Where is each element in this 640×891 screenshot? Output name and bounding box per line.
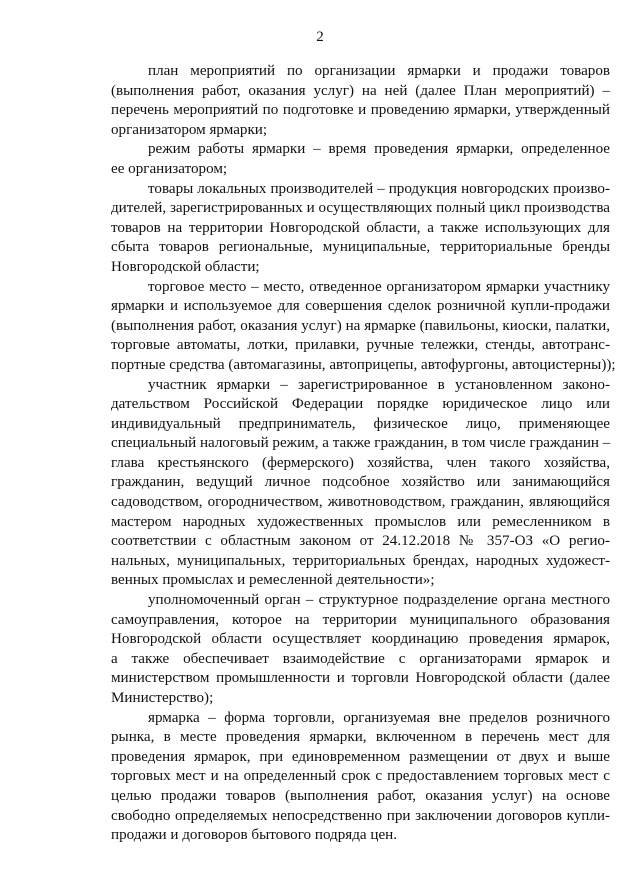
paragraph <box>111 140 610 179</box>
text-line: гражданин, ведущий личное подсобное хозяйство или занимающийся <box>111 474 610 491</box>
text-line: режим работы ярмарки – время проведения ярмарки, определенное <box>148 141 610 158</box>
text-line: товары локальных производителей – продукция новгородских произво- <box>148 180 610 197</box>
text-line: садоводством, огородничеством, животноводством, гражданин, являющийся <box>111 494 610 511</box>
text-line: торговое место – место, отведенное организатором ярмарки участнику <box>148 278 610 295</box>
text-line: ярмарка – форма торговли, организуемая вне пределов розничного <box>148 709 610 726</box>
text-line: (выполнения работ, оказания услуг) на ней (далее План мероприятий) – <box>111 82 610 99</box>
text-line: а также обеспечивает взаимодействие с организаторами ярмарок и <box>111 650 610 667</box>
text-line: ярмарки и используемое для совершения сделок розничной купли-продажи <box>111 298 610 315</box>
text-line: Министерство); <box>111 690 214 706</box>
text-line: продажи и договоров бытового подряда цен. <box>111 827 398 844</box>
paragraph <box>111 591 610 709</box>
text-line: свободно определяемых непосредственно при заключении договоров купли- <box>111 807 610 824</box>
text-line: перечень мероприятий по подготовке и проведению ярмарки, утвержденный <box>111 102 610 119</box>
paragraph <box>111 278 616 376</box>
text-line: соответствии с областным законом от 24.12.2018 № 357-ОЗ «О регио- <box>111 533 610 550</box>
text-line: проведения ярмарок, при единовременном размещении от двух и выше <box>111 748 610 765</box>
text-line: уполномоченный орган – структурное подразделение органа местного <box>148 592 610 609</box>
paragraph <box>111 709 610 846</box>
paragraph <box>111 62 610 140</box>
text-line: торговых мест и на определенный срок с предоставлением торговых мест с <box>111 768 610 785</box>
text-line: министерством промышленности и торговли Новгородской области (далее <box>111 670 610 687</box>
text-line: дательством Российской Федерации порядке юридическое лицо или <box>111 396 610 413</box>
text-line: Новгородской области осуществляет координацию проведения ярмарок, <box>111 631 610 648</box>
text-line: специальный налоговый режим, а также гражданин, в том числе гражданин – <box>111 435 611 452</box>
text-line: венных промыслах и ремесленной деятельности»; <box>111 572 435 589</box>
paragraph <box>111 180 610 278</box>
page-number: 2 <box>316 29 324 45</box>
text-line: глава крестьянского (фермерского) хозяйства, член такого хозяйства, <box>111 454 610 471</box>
text-line: рынка, в месте проведения ярмарки, включенном в перечень мест для <box>111 729 610 746</box>
text-line: портные средства (автомагазины, автоприцепы, автофургоны, автоцистерны)); <box>111 356 616 373</box>
document-body <box>111 62 616 846</box>
text-line: товаров на территории Новгородской области, а также использующих для <box>111 219 610 236</box>
text-line: организатором ярмарки; <box>111 121 268 138</box>
text-line: целью продажи товаров (выполнения работ, оказания услуг) на основе <box>111 787 610 804</box>
text-line: дителей, зарегистрированных и осуществляющих полный цикл производства <box>111 200 610 217</box>
text-line: мастером народных художественных промыслов или ремесленником в <box>111 513 610 530</box>
text-line: сбыта товаров региональные, муниципальные, территориальные бренды <box>111 239 610 256</box>
text-line: участник ярмарки – зарегистрированное в установленном законо- <box>148 376 610 393</box>
text-line: самоуправления, которое на территории муниципального образования <box>111 611 610 628</box>
text-line: нальных, муниципальных, территориальных брендах, народных художест- <box>111 552 610 569</box>
text-line: ее организатором; <box>111 160 228 177</box>
text-line: торговые автоматы, лотки, прилавки, ручные тележки, стенды, автотранс- <box>111 337 610 354</box>
text-line: план мероприятий по организации ярмарки и продажи товаров <box>148 63 610 79</box>
text-line: (выполнения работ, оказания услуг) на ярмарке (павильоны, киоски, палатки, <box>111 317 610 334</box>
text-line: индивидуальный предприниматель, физическое лицо, применяющее <box>111 415 610 432</box>
paragraph <box>111 376 610 592</box>
text-line: Новгородской области; <box>111 258 260 275</box>
